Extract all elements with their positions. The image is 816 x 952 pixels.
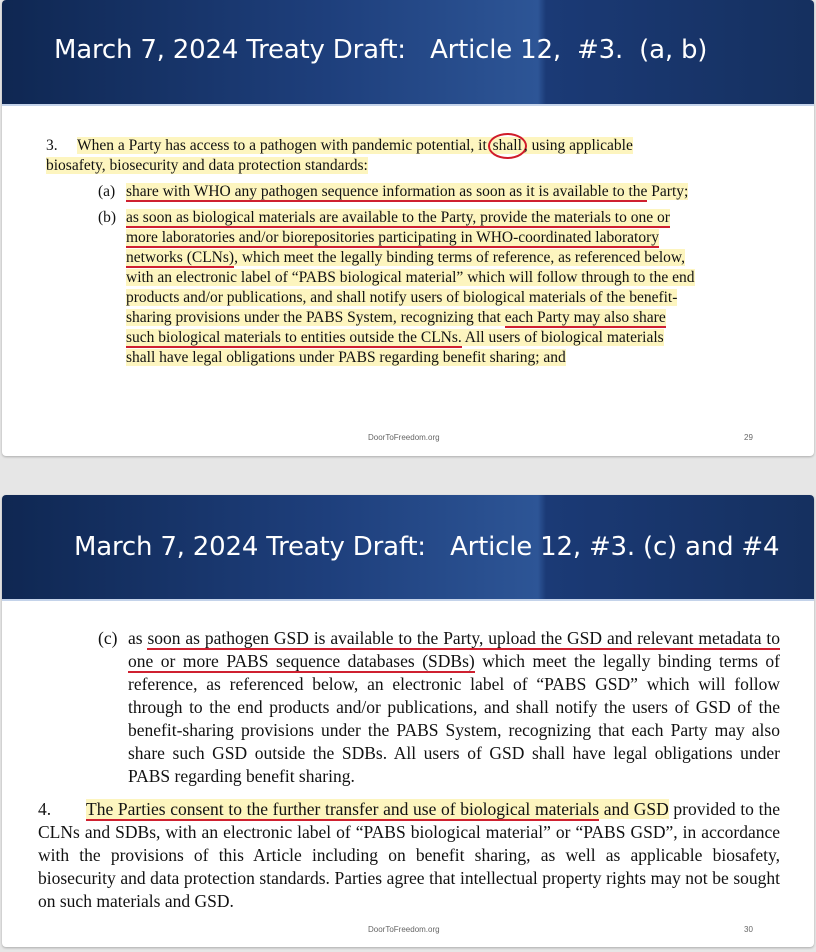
highlighted-text — [126, 209, 695, 366]
highlighted-text — [86, 799, 669, 819]
slide-header — [2, 495, 814, 601]
item-b — [46, 208, 696, 368]
text-segment: provided to the CLNs and SDBs, with an electronic label of “PABS biological material” or “PABS GSD”, in accordance with the provisions of this Article including on benefit sharing, as well as applicable biosafety, biosecurity and data protection standards. Parties agree that intellectual property rights may not be sought on such materials and GSD. — [38, 799, 780, 911]
text-segment: Party; — [647, 183, 689, 200]
circled-word-shall: shall — [488, 133, 527, 159]
text-segment: When a Party has access to a pathogen with pandemic potential, it — [77, 137, 491, 154]
text-segment: as — [128, 628, 148, 648]
slide-29 — [2, 0, 814, 456]
underlined-text: share with WHO any pathogen sequence information as soon as it is available to the — [126, 183, 648, 200]
underlined-text: each Party may also share such biological materials to entities outside the CLNs. — [126, 309, 666, 346]
paragraph-4 — [38, 798, 780, 913]
highlighted-text — [126, 183, 688, 200]
treaty-excerpt-article-12-3 — [46, 136, 696, 368]
underlined-text: soon as pathogen GSD is available to the Party, upload the GSD and relevant metadata to one or more PABS sequence databases (SDBs) — [128, 628, 780, 671]
text-segment: which meet the legally binding terms of reference, as referenced below, an electronic label of “PABS GSD” which will follow through to the end products and/or publications, and shall notify the users of GSD of the benefit-sharing provisions under the PABS System, recognizing that each Party may also share such GSD outside the SDBs. All users of GSD shall have legal obligations under PABS regarding benefit sharing. — [128, 651, 780, 786]
paragraph-number: 3. — [46, 137, 58, 154]
text-segment: , which meet the legally binding terms of reference, as referenced below, with an electronic label of “PABS biological material” which will follow through to the end products and/or publications, and shall notify users of biological materials of the benefit-sharing provisions under the PABS System, recognizing that — [126, 249, 695, 326]
slide-title: March 7, 2024 Treaty Draft: Article 12, #3. (a, b) — [54, 35, 708, 65]
text-segment: , using applicable biosafety, biosecurity and data protection standards: — [46, 137, 633, 174]
highlighted-text — [46, 137, 633, 174]
page-number: 30 — [744, 925, 753, 934]
slide-header — [2, 0, 814, 106]
item-label: (b) — [98, 209, 117, 226]
treaty-excerpt-article-12-3c-4 — [38, 627, 780, 913]
footer-site: DoorToFreedom.org — [368, 925, 440, 934]
slide-title: March 7, 2024 Treaty Draft: Article 12, #3. (c) and #4 — [74, 532, 780, 562]
paragraph-3 — [46, 136, 696, 176]
item-a — [46, 182, 696, 202]
paragraph-number: 4. — [38, 799, 52, 819]
underlined-text: as soon as biological materials are available to the Party, provide the materials to one or more laboratories and/or biorepositories participating in WHO-coordinated laboratory networks (CLNs) — [126, 209, 670, 266]
item-label: (a) — [98, 183, 116, 200]
footer-site: DoorToFreedom.org — [368, 433, 440, 442]
text-segment: and GSD — [599, 799, 669, 819]
item-c — [38, 627, 780, 788]
item-label: (c) — [98, 628, 118, 648]
slide-30 — [2, 495, 814, 947]
page-number: 29 — [744, 433, 753, 442]
underlined-text: The Parties consent to the further transfer and use of biological materials — [86, 799, 600, 819]
text-segment: All users of biological materials shall have legal obligations under PABS regarding benefit sharing; and — [126, 329, 664, 366]
